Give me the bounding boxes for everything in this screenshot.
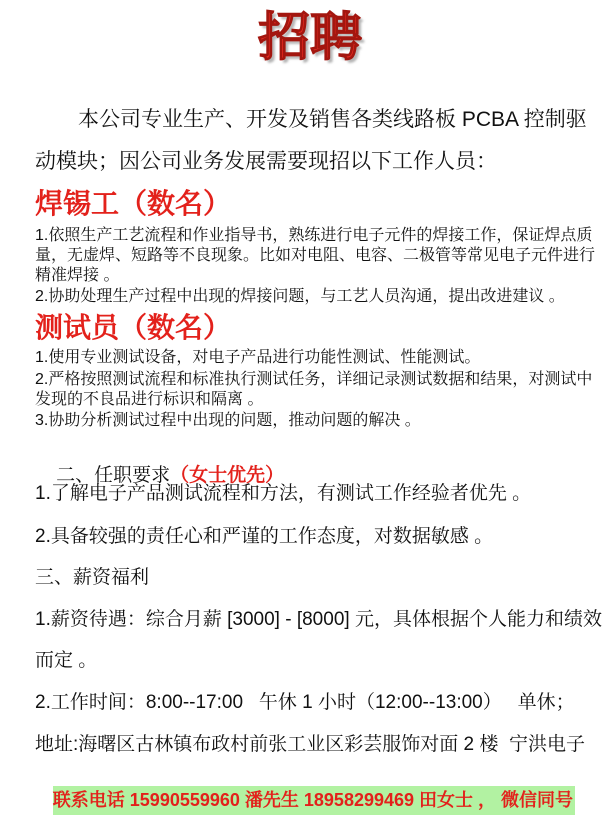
tester-duty-3-line-1: 3.协助分析测试过程中出现的问题，推动问题的解决 。	[35, 412, 421, 429]
position-heading-welder: 焊锡工（数名）	[35, 187, 232, 220]
intro-line-2: 动模块；因公司业务发展需要现招以下工作人员：	[35, 150, 497, 173]
requirement-item-1: 1.了解电子产品测试流程和方法，有测试工作经验者优先 。	[35, 483, 532, 504]
salary-line-2: 而定 。	[35, 650, 98, 671]
contact-row	[35, 768, 605, 810]
position-heading-tester: 测试员（数名）	[35, 311, 232, 344]
tester-duty-2-line-1: 2.严格按照测试流程和标准执行测试任务，详细记录测试数据和结果，对测试中	[35, 371, 593, 388]
requirement-item-2: 2.具备较强的责任心和严谨的工作态度，对数据敏感 。	[35, 526, 494, 547]
contact-info: 联系电话 15990559960 潘先生 18958299469 田女士 ， 微信同号	[53, 786, 575, 815]
work-hours: 2.工作时间：8:00--17:00 午休 1 小时（12:00--13:00） 单休；	[35, 692, 575, 713]
welder-duty-1-line-1: 1.依照生产工艺流程和作业指导书，熟练进行电子元件的焊接工作，保证焊点质	[35, 227, 593, 244]
welder-duty-2-line-1: 2.协助处理生产过程中出现的焊接问题，与工艺人员沟通，提出改进建议 。	[35, 288, 565, 305]
tester-duty-2-line-2: 发现的不良品进行标识和隔离 。	[35, 391, 264, 408]
poster-title: 招聘	[258, 7, 363, 68]
tester-duty-1-line-1: 1.使用专业测试设备，对电子产品进行功能性测试、性能测试。	[35, 349, 481, 366]
salary-line-1: 1.薪资待遇：综合月薪 [3000] - [8000] 元，具体根据个人能力和绩效	[35, 609, 602, 630]
intro-line-1: 本公司专业生产、开发及销售各类线路板 PCBA 控制驱	[78, 108, 587, 131]
welder-duty-1-line-2: 量，无虚焊、短路等不良现象。比如对电阻、电容、二极管等常见电子元件进行	[35, 247, 596, 264]
requirements-note: （女士优先）	[170, 465, 285, 486]
requirements-heading: 二、任职要求	[56, 465, 171, 486]
benefits-heading: 三、薪资福利	[35, 567, 150, 588]
welder-duty-1-line-3: 精准焊接 。	[35, 267, 120, 284]
address: 地址:海曙区古林镇布政村前张工业区彩芸服饰对面 2 楼 宁洪电子	[35, 734, 585, 755]
